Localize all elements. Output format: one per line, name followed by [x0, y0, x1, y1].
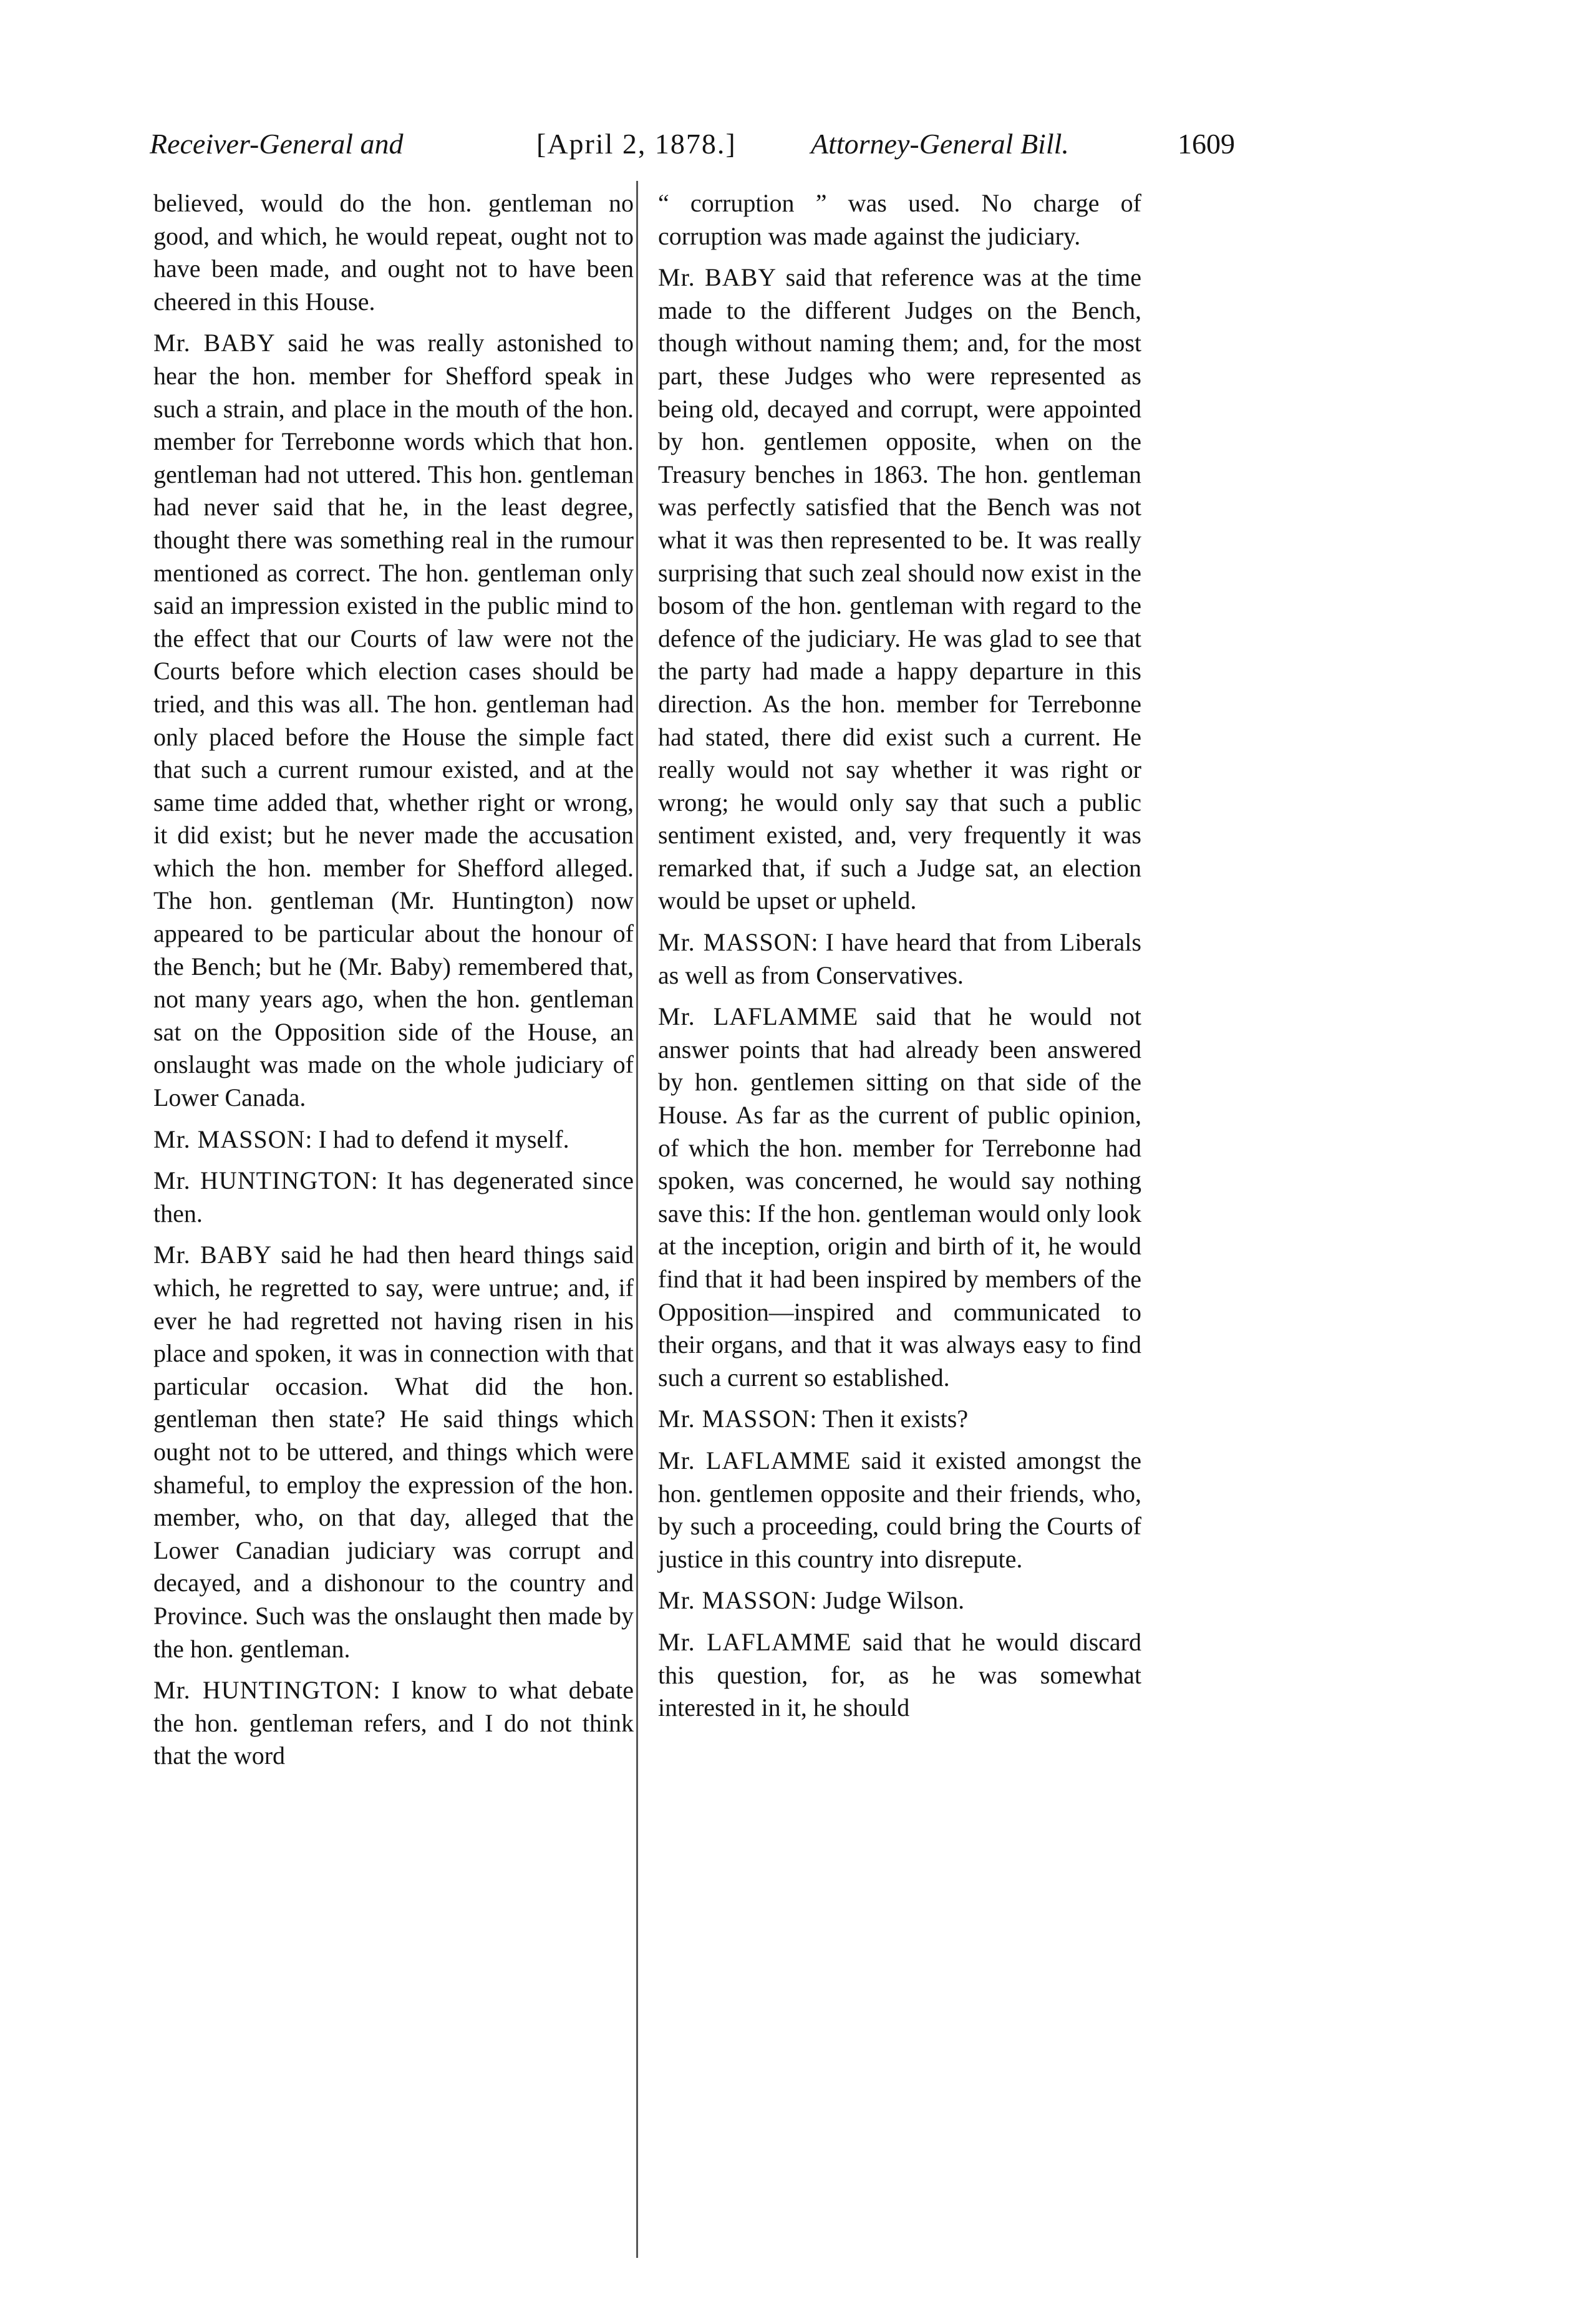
- speech-text: : Judge Wilson.: [810, 1586, 965, 1615]
- speech-text: said it existed amongst the hon. gentlemen opposite and their friends, who, by such a proceeding, could bring the Courts of justice in this country into disrepute.: [658, 1446, 1142, 1573]
- speaker-name: Mr. MASSON: [153, 1125, 306, 1153]
- paragraph: [153, 187, 634, 318]
- paragraph: [658, 1445, 1141, 1576]
- running-header: [150, 122, 1235, 166]
- speech-text: said that he would discard this question, for, as he was somewhat interested in it, he should: [658, 1627, 1141, 1722]
- speaker-name: Mr. BABY: [153, 329, 276, 357]
- paragraph: [658, 1584, 1141, 1617]
- speech-text: believed, would do the hon. gentleman no good, and which, he would repeat, ought not to have been made, and ought not to have been cheered in this House.: [153, 189, 634, 316]
- speech-text: said he had then heard things said which, he regretted to say, were untrue; and, if ever he had regretted not having risen in his place and spoken, it was in connection with that particular occasion. What did the hon. gentleman then state? He said things which ought not to be uttered, and things which were shameful, to employ the expression of the hon. member, who, on that day, alleged that the Lower Canadian judiciary was corrupt and decayed, and a dishonour to the country and Province. Such was the onslaught then made by the hon. gentleman.: [153, 1241, 634, 1663]
- paragraph: [153, 1123, 634, 1156]
- speech-text: : It has degenerated since then.: [153, 1166, 634, 1227]
- paragraph: [153, 327, 634, 1114]
- speaker-name: Mr. LAFLAMME: [658, 1002, 859, 1031]
- paragraph: [658, 187, 1141, 253]
- speaker-name: Mr. LAFLAMME: [658, 1446, 851, 1474]
- speaker-name: Mr. MASSON: [658, 928, 811, 957]
- page-number: 1609: [1178, 128, 1235, 160]
- paragraph: [658, 261, 1141, 917]
- speaker-name: Mr. BABY: [153, 1241, 273, 1269]
- speech-text: : I had to defend it myself.: [305, 1125, 569, 1153]
- paragraph: [658, 1000, 1141, 1394]
- right-column: [658, 187, 1141, 1733]
- speaker-name: Mr. MASSON: [658, 1586, 810, 1615]
- paragraph: [658, 926, 1141, 992]
- paragraph: [153, 1674, 634, 1773]
- speech-text: : Then it exists?: [810, 1405, 969, 1433]
- left-column: [153, 187, 634, 1781]
- speech-text: : I have heard that from Liberals as well as from Conservatives.: [658, 928, 1141, 989]
- paragraph: [153, 1239, 634, 1665]
- speaker-name: Mr. HUNTINGTON: [153, 1166, 371, 1195]
- speech-text: said he was really astonished to hear the hon. member for Shefford speak in such a strain, and place in the mouth of the hon. member for Terrebonne words which that hon. gentleman had not uttered. This hon. gentleman had never said that he, in the least degree, thought there was something real in the rumour mentioned as correct. The hon. gentleman only said an impression existed in the public mind to the effect that our Courts of law were not the Courts before which election cases should be tried, and this was all. The hon. gentleman had only placed before the House the simple fact that such a current rumour existed, and at the same time added that, whether right or wrong, it did exist; but he never made the accusation which the hon. member for Shefford alleged. The hon. gentleman (Mr. Huntington) now appeared to be particular about the honour of the Bench; but he (Mr. Baby) remembered that, not many years ago, when the hon. gentleman sat on the Opposition side of the House, an onslaught was made on the whole judiciary of Lower Canada.: [153, 329, 634, 1112]
- speech-text: said that reference was at the time made to the different Judges on the Bench, though without naming them; and, for the most part, these Judges who were represented as being old, decayed and corrupt, were appointed by hon. gentlemen opposite, when on the Treasury benches in 1863. The hon. gentleman was perfectly satisfied that the Bench was not what it was then represented to be. It was really surprising that such zeal should now exist in the bosom of the hon. gentleman with regard to the defence of the judiciary. He was glad to see that the party had made a happy departure in this direction. As the hon. member for Terrebonne had stated, there did exist such a current. He really would not say whether it was right or wrong; he would only say that such a public sentiment existed, and, very frequently it was remarked that, if such a Judge sat, an election would be upset or upheld.: [658, 263, 1141, 915]
- speech-text: : I know to what debate the hon. gentleman refers, and I do not think that the word: [153, 1676, 634, 1770]
- speaker-name: Mr. HUNTINGTON: [153, 1676, 374, 1705]
- header-right-title: Attorney-General Bill.: [811, 128, 1069, 160]
- paragraph: [658, 1626, 1141, 1725]
- speaker-name: Mr. LAFLAMME: [658, 1627, 852, 1656]
- speaker-name: Mr. MASSON: [658, 1405, 810, 1433]
- paragraph: [658, 1403, 1141, 1436]
- speech-text: “ corruption ” was used. No charge of corruption was made against the judiciary.: [658, 189, 1141, 250]
- paragraph: [153, 1164, 634, 1230]
- speech-text: said that he would not answer points that had already been answered by hon. gentlemen sitting on that side of the House. As far as the current of public opinion, of which the hon. member for Terrebonne had spoken, was concerned, he would say nothing save this: If the hon. gentleman would only look at the inception, origin and birth of it, he would find that it had been inspired by members of the Opposition—inspired and communicated to their organs, and that it was always easy to find such a current so established.: [658, 1002, 1141, 1392]
- speaker-name: Mr. BABY: [658, 263, 777, 292]
- header-left-title: Receiver-General and: [150, 128, 404, 160]
- column-divider: [636, 181, 638, 2258]
- header-date: [April 2, 1878.]: [536, 128, 737, 160]
